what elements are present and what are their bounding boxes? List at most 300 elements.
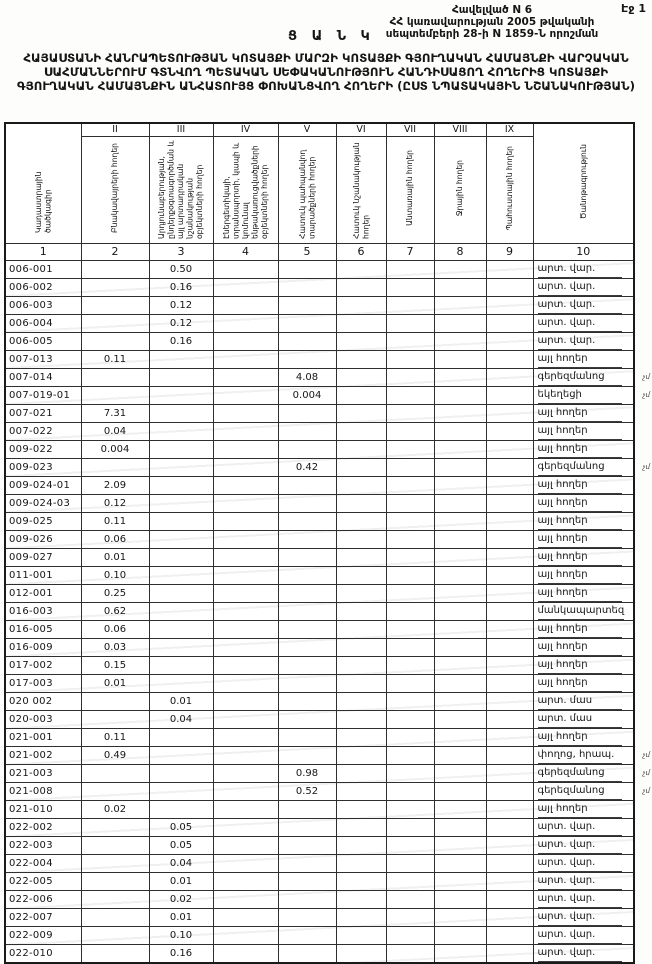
col-roman-VII: VII — [386, 123, 434, 137]
cell-value-col2 — [81, 297, 149, 315]
cell-value-col5 — [278, 513, 336, 531]
cell-value-col9 — [486, 549, 533, 567]
cell-value-col8 — [434, 513, 486, 531]
cell-value-col4 — [213, 549, 278, 567]
cell-value-col2: 0.49 — [81, 747, 149, 765]
table-row — [5, 729, 634, 747]
cell-value-col5 — [278, 297, 336, 315]
cell-value-col3: 0.01 — [149, 873, 213, 891]
cell-value-col8 — [434, 855, 486, 873]
cell-note — [533, 783, 650, 801]
cell-value-col2 — [81, 711, 149, 729]
cell-note — [533, 873, 634, 891]
decree-line-1: ՀՀ կառավարության 2005 թվականի — [389, 15, 595, 28]
cell-value-col3 — [149, 621, 213, 639]
cell-value-col6 — [336, 279, 386, 297]
table-row — [5, 693, 634, 711]
handwritten-margin-mark: չմ — [642, 373, 650, 381]
table-row — [5, 855, 634, 873]
cell-value-col8 — [434, 423, 486, 441]
note-text: արտ. վար. — [538, 837, 622, 854]
cell-value-col7 — [386, 549, 434, 567]
cell-value-col4 — [213, 369, 278, 387]
cell-value-col9 — [486, 333, 533, 351]
col-header-label-1: Կադաստրային ծածկագիր — [33, 171, 53, 233]
cell-value-col3 — [149, 765, 213, 783]
col-header-label-9: Պահուստային հողեր — [504, 145, 514, 231]
cell-code: 022-003 — [5, 837, 81, 855]
cell-value-col7 — [386, 909, 434, 927]
cell-code: 006-004 — [5, 315, 81, 333]
cell-value-col4 — [213, 333, 278, 351]
cell-value-col3: 0.01 — [149, 909, 213, 927]
cell-note — [533, 927, 634, 945]
note-text: գերեզմանոց — [538, 783, 622, 800]
cell-value-col7 — [386, 297, 434, 315]
cell-value-col2: 2.09 — [81, 477, 149, 495]
cell-value-col7 — [386, 585, 434, 603]
cell-value-col7 — [386, 459, 434, 477]
col-roman-II: II — [81, 123, 149, 137]
cell-value-col7 — [386, 639, 434, 657]
list-heading: Ց Ա Ն Կ — [288, 29, 375, 44]
cell-value-col4 — [213, 711, 278, 729]
cell-value-col6 — [336, 513, 386, 531]
cell-value-col9 — [486, 945, 533, 964]
cell-value-col7 — [386, 783, 434, 801]
note-text: այլ հողեր — [538, 639, 622, 656]
document-title: ՀԱՅԱՍՏԱՆԻ ՀԱՆՐԱՊԵՏՈՒԹՅԱՆ ԿՈՏԱՅՔԻ ՄԱՐԶԻ ԿՈՏԱՅՔԻ ԳՅՈՒՂԱԿԱՆ ՀԱՄԱՅՆՔԻ ՎԱՐՉԱԿԱՆ ՍԱՀՄԱՆՆԵՐՈՒՄ ԳՏՆՎՈՂ ՊԵՏԱԿԱՆ ՍԵՓԱԿԱՆՈՒԹՅՈՒՆ ՀԱՆԴԻՍԱՑՈՂ ՀՈՂԵՐԻՑ ԿՈՏԱՅՔԻ ԳՅՈՒՂԱԿԱՆ ՀԱՄԱՅՆՔԻՆ ԱՆՀԱՏՈՒՅՑ ՓՈԽԱՆՑՎՈՂ ՀՈՂԵՐԻ (ԸՍՏ ՆՊԱՏԱԿԱՅԻՆ ՆՇԱՆԱԿՈՒԹՅԱՆ) — [17, 51, 635, 94]
cell-value-col4 — [213, 603, 278, 621]
cell-code: 022-009 — [5, 927, 81, 945]
note-text: այլ հողեր — [538, 729, 622, 746]
handwritten-margin-mark: չմ — [642, 787, 650, 795]
cell-value-col6 — [336, 387, 386, 405]
note-text: արտ. վար. — [538, 945, 622, 962]
cell-value-col6 — [336, 441, 386, 459]
table-row — [5, 819, 634, 837]
cell-code: 016-005 — [5, 621, 81, 639]
cell-value-col5 — [278, 603, 336, 621]
cell-value-col9 — [486, 603, 533, 621]
cell-value-col6 — [336, 945, 386, 964]
cell-value-col9 — [486, 513, 533, 531]
cell-value-col4 — [213, 261, 278, 279]
cell-value-col2: 0.004 — [81, 441, 149, 459]
cell-value-col8 — [434, 351, 486, 369]
cell-note — [533, 513, 634, 531]
note-text: արտ. վար. — [538, 333, 622, 350]
cell-value-col8 — [434, 801, 486, 819]
cell-code: 006-003 — [5, 297, 81, 315]
cell-value-col7 — [386, 837, 434, 855]
cell-value-col3: 0.10 — [149, 927, 213, 945]
cell-value-col3: 0.16 — [149, 945, 213, 964]
cell-value-col5 — [278, 819, 336, 837]
cell-value-col2: 0.06 — [81, 531, 149, 549]
cell-note — [533, 261, 634, 279]
cell-value-col4 — [213, 729, 278, 747]
cell-value-col7 — [386, 495, 434, 513]
cell-value-col8 — [434, 531, 486, 549]
cell-code: 021-010 — [5, 801, 81, 819]
cell-value-col4 — [213, 405, 278, 423]
cell-value-col3 — [149, 387, 213, 405]
cell-value-col9 — [486, 477, 533, 495]
table-head — [5, 123, 634, 261]
handwritten-margin-mark: չմ — [642, 463, 650, 471]
cell-value-col9 — [486, 711, 533, 729]
cell-value-col9 — [486, 297, 533, 315]
cell-code: 022-004 — [5, 855, 81, 873]
cell-value-col6 — [336, 675, 386, 693]
table-row — [5, 747, 634, 765]
cell-value-col6 — [336, 405, 386, 423]
cell-note — [533, 801, 634, 819]
cell-value-col3 — [149, 585, 213, 603]
cell-value-col7 — [386, 441, 434, 459]
cell-value-col2 — [81, 261, 149, 279]
cell-value-col2 — [81, 333, 149, 351]
cell-code: 017-003 — [5, 675, 81, 693]
table-row — [5, 639, 634, 657]
table-row — [5, 369, 634, 387]
cell-value-col6 — [336, 891, 386, 909]
table-row — [5, 909, 634, 927]
cell-value-col7 — [386, 693, 434, 711]
cell-note — [533, 639, 634, 657]
cell-value-col5: 0.42 — [278, 459, 336, 477]
col-number-2: 2 — [81, 244, 149, 261]
note-text: այլ հողեր — [538, 495, 622, 512]
cell-value-col8 — [434, 747, 486, 765]
note-text: արտ. մաս — [538, 711, 622, 728]
cell-value-col4 — [213, 477, 278, 495]
cell-value-col5 — [278, 621, 336, 639]
cell-value-col4 — [213, 351, 278, 369]
note-text: այլ հողեր — [538, 801, 622, 818]
note-text: արտ. վար. — [538, 279, 622, 296]
cell-value-col8 — [434, 279, 486, 297]
cell-code: 021-003 — [5, 765, 81, 783]
cell-value-col4 — [213, 513, 278, 531]
cell-code: 009-026 — [5, 531, 81, 549]
col-header-5 — [278, 137, 336, 244]
table-row — [5, 423, 634, 441]
cell-value-col6 — [336, 783, 386, 801]
cell-value-col3 — [149, 531, 213, 549]
cell-code: 011-001 — [5, 567, 81, 585]
cell-value-col9 — [486, 837, 533, 855]
cell-value-col6 — [336, 423, 386, 441]
cell-note — [533, 837, 634, 855]
cell-value-col7 — [386, 945, 434, 964]
cell-value-col2 — [81, 945, 149, 964]
cell-note — [533, 333, 634, 351]
col-header-2 — [81, 137, 149, 244]
note-text: արտ. վար. — [538, 315, 622, 332]
cell-value-col9 — [486, 585, 533, 603]
cell-value-col3 — [149, 477, 213, 495]
cell-value-col7 — [386, 621, 434, 639]
table-row — [5, 405, 634, 423]
cell-value-col8 — [434, 819, 486, 837]
table-row — [5, 675, 634, 693]
cell-value-col7 — [386, 531, 434, 549]
cell-value-col8 — [434, 333, 486, 351]
cell-note — [533, 729, 634, 747]
note-text: այլ հողեր — [538, 405, 622, 422]
note-text: գերեզմանոց — [538, 369, 622, 386]
cell-value-col8 — [434, 783, 486, 801]
cell-value-col6 — [336, 819, 386, 837]
cell-value-col7 — [386, 387, 434, 405]
cell-note — [533, 765, 650, 783]
cell-value-col6 — [336, 801, 386, 819]
cell-value-col8 — [434, 477, 486, 495]
cell-value-col3 — [149, 369, 213, 387]
cell-value-col5 — [278, 279, 336, 297]
cell-value-col8 — [434, 693, 486, 711]
cell-value-col7 — [386, 513, 434, 531]
cell-note — [533, 531, 634, 549]
table-row — [5, 297, 634, 315]
cell-code: 009-023 — [5, 459, 81, 477]
cell-value-col9 — [486, 891, 533, 909]
handwritten-margin-mark: չմ — [642, 391, 650, 399]
cell-value-col6 — [336, 459, 386, 477]
cell-value-col4 — [213, 423, 278, 441]
cell-value-col4 — [213, 531, 278, 549]
table-row — [5, 657, 634, 675]
cell-value-col8 — [434, 945, 486, 964]
cell-value-col4 — [213, 891, 278, 909]
table-row — [5, 621, 634, 639]
cell-value-col5 — [278, 549, 336, 567]
cell-code: 006-002 — [5, 279, 81, 297]
note-text: արտ. վար. — [538, 855, 622, 872]
cell-value-col2 — [81, 765, 149, 783]
cell-value-col5 — [278, 405, 336, 423]
cell-value-col8 — [434, 927, 486, 945]
cell-value-col7 — [386, 801, 434, 819]
cell-note — [533, 855, 634, 873]
cell-value-col6 — [336, 729, 386, 747]
cell-code: 007-019-01 — [5, 387, 81, 405]
cell-note — [533, 945, 634, 964]
cell-value-col7 — [386, 747, 434, 765]
cell-code: 009-022 — [5, 441, 81, 459]
cell-value-col5 — [278, 657, 336, 675]
cell-value-col6 — [336, 621, 386, 639]
cell-value-col5 — [278, 495, 336, 513]
cell-value-col8 — [434, 549, 486, 567]
col-number-8: 8 — [434, 244, 486, 261]
cell-note — [533, 747, 650, 765]
col-roman-IV: IV — [213, 123, 278, 137]
note-text: այլ հողեր — [538, 441, 622, 458]
cell-value-col6 — [336, 261, 386, 279]
cell-value-col8 — [434, 657, 486, 675]
note-text: այլ հողեր — [538, 549, 622, 566]
note-text: այլ հողեր — [538, 513, 622, 530]
table-row — [5, 387, 634, 405]
cell-value-col5 — [278, 567, 336, 585]
cell-value-col2: 0.02 — [81, 801, 149, 819]
table-row — [5, 711, 634, 729]
cell-value-col2 — [81, 279, 149, 297]
cell-value-col5 — [278, 693, 336, 711]
cell-value-col5 — [278, 909, 336, 927]
cell-note — [533, 423, 634, 441]
cell-value-col6 — [336, 495, 386, 513]
cell-value-col8 — [434, 387, 486, 405]
cell-code: 022-007 — [5, 909, 81, 927]
cell-value-col9 — [486, 405, 533, 423]
table-row — [5, 477, 634, 495]
cell-note — [533, 819, 634, 837]
table-row — [5, 531, 634, 549]
land-transfer-table — [4, 122, 650, 964]
cell-value-col4 — [213, 945, 278, 964]
cell-value-col6 — [336, 909, 386, 927]
cell-value-col2: 0.15 — [81, 657, 149, 675]
cell-value-col7 — [386, 657, 434, 675]
cell-value-col5: 4.08 — [278, 369, 336, 387]
cell-value-col3 — [149, 423, 213, 441]
cell-value-col5 — [278, 729, 336, 747]
note-text: արտ. վար. — [538, 927, 622, 944]
table-body — [5, 261, 650, 964]
cell-note — [533, 693, 634, 711]
cell-value-col3: 0.04 — [149, 855, 213, 873]
decree-line-2: սեպտեմբերի 28-ի N 1859-Ն որոշման — [385, 27, 599, 40]
col-number-10: 10 — [533, 244, 634, 261]
cell-value-col2 — [81, 369, 149, 387]
cell-value-col9 — [486, 657, 533, 675]
cell-value-col4 — [213, 909, 278, 927]
cell-value-col4 — [213, 459, 278, 477]
table-row — [5, 513, 634, 531]
cell-value-col8 — [434, 729, 486, 747]
cell-value-col8 — [434, 891, 486, 909]
cell-value-col8 — [434, 567, 486, 585]
note-text: այլ հողեր — [538, 567, 622, 584]
cell-value-col2 — [81, 459, 149, 477]
cell-value-col3 — [149, 729, 213, 747]
cell-value-col2: 0.03 — [81, 639, 149, 657]
cell-value-col2: 0.12 — [81, 495, 149, 513]
cell-value-col2 — [81, 783, 149, 801]
cell-value-col9 — [486, 927, 533, 945]
cell-value-col2: 0.11 — [81, 513, 149, 531]
cell-value-col3: 0.12 — [149, 315, 213, 333]
cell-value-col3 — [149, 495, 213, 513]
cell-value-col5 — [278, 891, 336, 909]
cell-code: 012-001 — [5, 585, 81, 603]
cell-note — [533, 711, 634, 729]
note-text: եկեղեցի — [538, 387, 622, 404]
cell-value-col8 — [434, 459, 486, 477]
cell-value-col2 — [81, 387, 149, 405]
cell-value-col9 — [486, 747, 533, 765]
cell-value-col4 — [213, 639, 278, 657]
cell-note — [533, 891, 634, 909]
note-text: արտ. վար. — [538, 891, 622, 908]
cell-value-col8 — [434, 837, 486, 855]
cell-value-col3 — [149, 801, 213, 819]
cell-value-col4 — [213, 495, 278, 513]
cell-value-col3: 0.05 — [149, 837, 213, 855]
cell-value-col2: 0.11 — [81, 351, 149, 369]
table-row — [5, 603, 634, 621]
cell-value-col8 — [434, 405, 486, 423]
cell-value-col7 — [386, 261, 434, 279]
table-row — [5, 549, 634, 567]
table-row — [5, 783, 634, 801]
col-header-label-4: Էներգետիկայի, տրանսպորտի, կապի և կոմունալ ենթակառուցվածքների օբյեկտների հողեր — [221, 142, 269, 239]
cell-value-col5 — [278, 675, 336, 693]
cell-value-col9 — [486, 729, 533, 747]
cell-value-col4 — [213, 441, 278, 459]
cell-value-col2 — [81, 855, 149, 873]
cell-value-col2 — [81, 927, 149, 945]
cell-value-col9 — [486, 639, 533, 657]
cell-note — [533, 657, 634, 675]
table-row — [5, 927, 634, 945]
cell-value-col4 — [213, 279, 278, 297]
note-text: արտ. վար. — [538, 909, 622, 926]
cell-value-col2: 0.62 — [81, 603, 149, 621]
cell-note — [533, 477, 634, 495]
table-row — [5, 279, 634, 297]
cell-code: 017-002 — [5, 657, 81, 675]
cell-value-col5 — [278, 261, 336, 279]
cell-value-col4 — [213, 693, 278, 711]
cell-value-col3: 0.16 — [149, 333, 213, 351]
cell-value-col3: 0.05 — [149, 819, 213, 837]
cell-value-col5 — [278, 873, 336, 891]
note-text: այլ հողեր — [538, 585, 622, 602]
cell-value-col8 — [434, 639, 486, 657]
note-text: մանկապարտեզ — [538, 603, 625, 620]
note-text: այլ հողեր — [538, 531, 622, 548]
cell-value-col7 — [386, 927, 434, 945]
cell-value-col6 — [336, 549, 386, 567]
note-text: արտ. վար. — [538, 873, 622, 890]
cell-value-col8 — [434, 909, 486, 927]
cell-value-col5 — [278, 585, 336, 603]
note-text: այլ հողեր — [538, 657, 622, 674]
cell-value-col4 — [213, 621, 278, 639]
cell-value-col6 — [336, 693, 386, 711]
table-row — [5, 873, 634, 891]
cell-value-col9 — [486, 315, 533, 333]
cell-value-col3 — [149, 675, 213, 693]
cell-value-col4 — [213, 801, 278, 819]
cell-code: 009-024-03 — [5, 495, 81, 513]
cell-value-col9 — [486, 423, 533, 441]
cell-value-col3: 0.02 — [149, 891, 213, 909]
cell-note — [533, 459, 650, 477]
cell-value-col6 — [336, 639, 386, 657]
cell-value-col9 — [486, 279, 533, 297]
col-header-1 — [5, 123, 81, 244]
cell-value-col5 — [278, 423, 336, 441]
cell-note — [533, 279, 634, 297]
cell-value-col2 — [81, 837, 149, 855]
cell-value-col7 — [386, 603, 434, 621]
